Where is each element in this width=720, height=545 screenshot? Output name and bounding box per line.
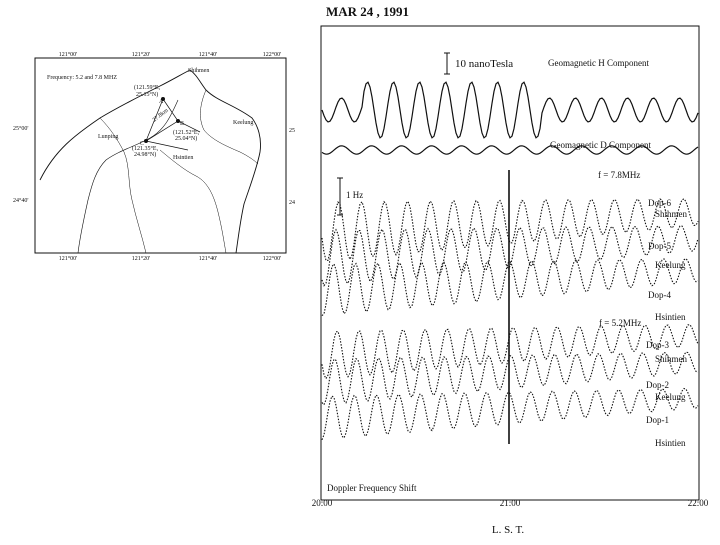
map-frame (35, 58, 286, 253)
series-label: Dop-5 (648, 241, 671, 251)
series-line-dop-2 (322, 352, 698, 405)
map-top-tick: 121°20' (131, 52, 151, 58)
h-scale-bar (444, 53, 450, 74)
series-label: Dop-2 (646, 380, 669, 390)
map-coord-b: (121.52°E, (173, 130, 200, 136)
series-line-dop-1 (322, 389, 698, 440)
x-axis-label: L. S. T. (491, 524, 525, 536)
chart-title: MAR 24 , 1991 (326, 4, 410, 19)
map-coord-b: 25.04°N) (175, 136, 198, 142)
series-line-dop-6 (322, 199, 698, 261)
map-label-shihmen: Shihmen (188, 68, 210, 74)
series-station-label: Hsintien (655, 312, 686, 322)
series-label: Dop-6 (648, 198, 671, 208)
map-top-tick: 121°40' (198, 52, 218, 58)
plot-frame (321, 26, 699, 500)
x-tick-label: 21:00 (499, 498, 521, 508)
map-right-tick: 25 (289, 128, 295, 134)
series-line-dop-5 (322, 226, 698, 286)
map-border (160, 150, 226, 253)
map-left-tick: 24°40' (13, 198, 29, 204)
x-tick-label: 22:00 (687, 498, 709, 508)
freq-label-high: f = 7.8MHz (598, 170, 641, 180)
freq-label-low: f = 5.2MHz (599, 318, 642, 328)
map-station-c-label: C (140, 141, 145, 147)
series-station-label: Shihmen (655, 209, 688, 219)
series-station-label: Hsintien (655, 438, 686, 448)
map-label-keelung: Keelung (233, 120, 254, 126)
series-line-geomagnetic-h-component (322, 82, 698, 138)
map-coord-a: 25.15°N) (136, 92, 159, 98)
map-right-tick: 24 (289, 200, 295, 206)
map-top-tick: 122°00' (262, 52, 282, 58)
map-bottom-tick: 121°40' (198, 256, 218, 262)
d-scale-bar (337, 178, 343, 215)
map-bottom-tick: 122°00' (262, 256, 282, 262)
map-inset (13, 51, 295, 262)
trace-layer (322, 82, 698, 440)
series-label: Dop-1 (646, 415, 669, 425)
map-distance-label: 27.8km (151, 107, 170, 124)
series-line-dop-3 (322, 325, 698, 379)
map-border (200, 90, 258, 164)
doppler-bottom-label: Doppler Frequency Shift (327, 483, 417, 493)
map-bottom-tick: 121°20' (131, 256, 151, 262)
map-coord-c: 24.98°N) (134, 152, 157, 158)
map-left-tick: 25°00' (13, 126, 29, 132)
map-coord-c: (121.35°E, (132, 146, 159, 152)
map-station-a-label: A (159, 99, 164, 105)
h-scale-label: 10 nanoTesla (455, 58, 514, 70)
series-label-layer (548, 58, 688, 448)
series-station-label: Shihmen (655, 354, 688, 364)
map-station-b-label: B (180, 121, 185, 127)
series-label: Geomagnetic H Component (548, 58, 649, 68)
map-label-hsintien: Hsintien (173, 155, 194, 161)
series-label: Dop-3 (646, 340, 669, 350)
map-bottom-tick: 121°00' (58, 256, 78, 262)
series-station-label: Keelung (655, 392, 686, 402)
map-top-tick: 121°00' (58, 52, 78, 58)
map-station-c (144, 139, 148, 143)
map-frequency-label: Frequency: 5.2 and 7.8 MHZ (47, 75, 117, 81)
time-series-chart (312, 4, 709, 536)
series-label: Geomagnetic D Component (550, 140, 651, 150)
map-ray-paths (146, 99, 200, 150)
x-tick-label: 20:00 (311, 498, 333, 508)
series-label: Dop-4 (648, 290, 671, 300)
map-label-lunping: Lunping (98, 134, 119, 140)
series-station-label: Keelung (655, 260, 686, 270)
d-scale-label: 1 Hz (346, 190, 364, 200)
map-coord-a: (121.59°E, (134, 85, 161, 91)
